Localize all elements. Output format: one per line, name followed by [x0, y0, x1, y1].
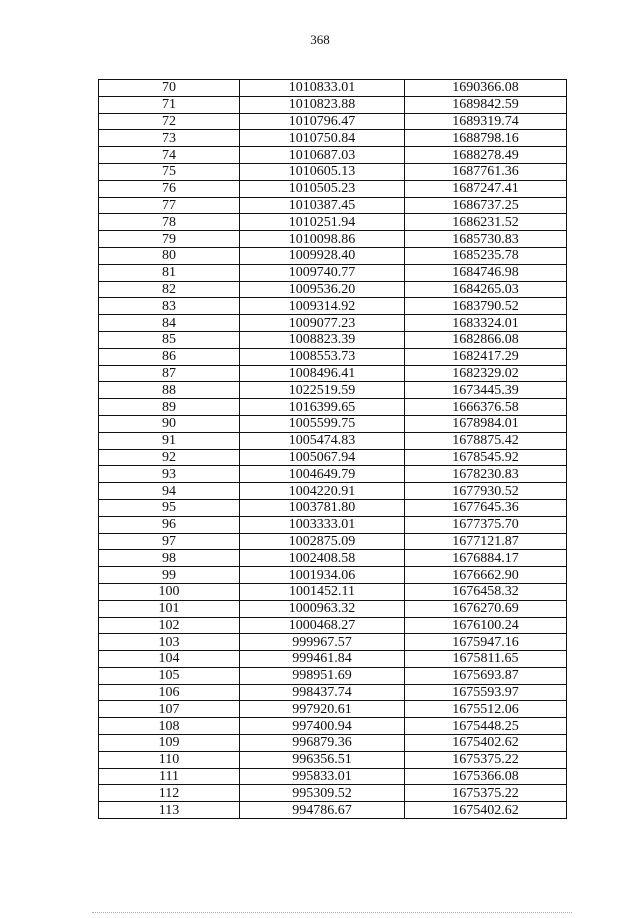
point-number-cell: 92	[99, 449, 240, 466]
y-coordinate-cell: 1675448.25	[405, 718, 567, 735]
y-coordinate-cell: 1676662.90	[405, 567, 567, 584]
x-coordinate-cell: 1010833.01	[240, 80, 405, 97]
table-row	[99, 449, 567, 466]
x-coordinate-cell: 1005599.75	[240, 415, 405, 432]
x-coordinate-cell: 999461.84	[240, 651, 405, 668]
point-number-cell: 102	[99, 617, 240, 634]
x-coordinate-cell: 1004220.91	[240, 483, 405, 500]
table-row	[99, 516, 567, 533]
table-row	[99, 399, 567, 416]
table-row	[99, 466, 567, 483]
table-row	[99, 214, 567, 231]
table-row	[99, 718, 567, 735]
table-row	[99, 651, 567, 668]
y-coordinate-cell: 1677121.87	[405, 533, 567, 550]
table-row	[99, 247, 567, 264]
point-number-cell: 76	[99, 180, 240, 197]
x-coordinate-cell: 1009077.23	[240, 315, 405, 332]
x-coordinate-cell: 1016399.65	[240, 399, 405, 416]
point-number-cell: 87	[99, 365, 240, 382]
x-coordinate-cell: 1010823.88	[240, 96, 405, 113]
point-number-cell: 71	[99, 96, 240, 113]
page-bottom-rule	[92, 912, 572, 913]
x-coordinate-cell: 998437.74	[240, 684, 405, 701]
point-number-cell: 106	[99, 684, 240, 701]
x-coordinate-cell: 999967.57	[240, 634, 405, 651]
table-row	[99, 113, 567, 130]
x-coordinate-cell: 1010605.13	[240, 163, 405, 180]
x-coordinate-cell: 1004649.79	[240, 466, 405, 483]
x-coordinate-cell: 1010387.45	[240, 197, 405, 214]
point-number-cell: 75	[99, 163, 240, 180]
x-coordinate-cell: 1009536.20	[240, 281, 405, 298]
y-coordinate-cell: 1673445.39	[405, 382, 567, 399]
table-row	[99, 298, 567, 315]
table-row	[99, 483, 567, 500]
x-coordinate-cell: 1010505.23	[240, 180, 405, 197]
y-coordinate-cell: 1676884.17	[405, 550, 567, 567]
point-number-cell: 88	[99, 382, 240, 399]
x-coordinate-cell: 1005067.94	[240, 449, 405, 466]
point-number-cell: 90	[99, 415, 240, 432]
point-number-cell: 93	[99, 466, 240, 483]
point-number-cell: 103	[99, 634, 240, 651]
x-coordinate-cell: 1010251.94	[240, 214, 405, 231]
table-row	[99, 667, 567, 684]
x-coordinate-cell: 997920.61	[240, 701, 405, 718]
table-row	[99, 533, 567, 550]
y-coordinate-cell: 1675693.87	[405, 667, 567, 684]
x-coordinate-cell: 1010687.03	[240, 147, 405, 164]
point-number-cell: 109	[99, 735, 240, 752]
point-number-cell: 110	[99, 751, 240, 768]
x-coordinate-cell: 1008553.73	[240, 348, 405, 365]
y-coordinate-cell: 1688798.16	[405, 130, 567, 147]
table-row	[99, 365, 567, 382]
y-coordinate-cell: 1678875.42	[405, 432, 567, 449]
y-coordinate-cell: 1675366.08	[405, 768, 567, 785]
table-row	[99, 600, 567, 617]
table-row	[99, 735, 567, 752]
point-number-cell: 83	[99, 298, 240, 315]
table-row	[99, 684, 567, 701]
x-coordinate-cell: 1008823.39	[240, 331, 405, 348]
y-coordinate-cell: 1682417.29	[405, 348, 567, 365]
point-number-cell: 97	[99, 533, 240, 550]
y-coordinate-cell: 1676100.24	[405, 617, 567, 634]
y-coordinate-cell: 1688278.49	[405, 147, 567, 164]
y-coordinate-cell: 1687761.36	[405, 163, 567, 180]
table-row	[99, 315, 567, 332]
x-coordinate-cell: 998951.69	[240, 667, 405, 684]
point-number-cell: 79	[99, 231, 240, 248]
point-number-cell: 78	[99, 214, 240, 231]
point-number-cell: 111	[99, 768, 240, 785]
y-coordinate-cell: 1676458.32	[405, 583, 567, 600]
y-coordinate-cell: 1683790.52	[405, 298, 567, 315]
y-coordinate-cell: 1678545.92	[405, 449, 567, 466]
y-coordinate-cell: 1678230.83	[405, 466, 567, 483]
table-row	[99, 802, 567, 819]
point-number-cell: 91	[99, 432, 240, 449]
table-row	[99, 415, 567, 432]
point-number-cell: 95	[99, 499, 240, 516]
x-coordinate-cell: 1022519.59	[240, 382, 405, 399]
table-row	[99, 180, 567, 197]
table-row	[99, 147, 567, 164]
x-coordinate-cell: 1001934.06	[240, 567, 405, 584]
point-number-cell: 85	[99, 331, 240, 348]
table-row	[99, 281, 567, 298]
x-coordinate-cell: 1003333.01	[240, 516, 405, 533]
y-coordinate-cell: 1675375.22	[405, 751, 567, 768]
coordinate-table-body	[99, 80, 567, 819]
x-coordinate-cell: 1002408.58	[240, 550, 405, 567]
y-coordinate-cell: 1675375.22	[405, 785, 567, 802]
point-number-cell: 94	[99, 483, 240, 500]
x-coordinate-cell: 1010098.86	[240, 231, 405, 248]
table-row	[99, 583, 567, 600]
table-row	[99, 96, 567, 113]
y-coordinate-cell: 1685235.78	[405, 247, 567, 264]
point-number-cell: 105	[99, 667, 240, 684]
y-coordinate-cell: 1689842.59	[405, 96, 567, 113]
table-row	[99, 231, 567, 248]
x-coordinate-cell: 1002875.09	[240, 533, 405, 550]
x-coordinate-cell: 1009928.40	[240, 247, 405, 264]
table-row	[99, 499, 567, 516]
x-coordinate-cell: 1009314.92	[240, 298, 405, 315]
point-number-cell: 86	[99, 348, 240, 365]
y-coordinate-cell: 1678984.01	[405, 415, 567, 432]
y-coordinate-cell: 1689319.74	[405, 113, 567, 130]
table-row	[99, 617, 567, 634]
table-row	[99, 550, 567, 567]
y-coordinate-cell: 1677645.36	[405, 499, 567, 516]
y-coordinate-cell: 1675593.97	[405, 684, 567, 701]
table-row	[99, 634, 567, 651]
point-number-cell: 112	[99, 785, 240, 802]
point-number-cell: 73	[99, 130, 240, 147]
table-row	[99, 163, 567, 180]
table-row	[99, 348, 567, 365]
y-coordinate-cell: 1683324.01	[405, 315, 567, 332]
y-coordinate-cell: 1682329.02	[405, 365, 567, 382]
x-coordinate-cell: 1008496.41	[240, 365, 405, 382]
point-number-cell: 89	[99, 399, 240, 416]
point-number-cell: 107	[99, 701, 240, 718]
x-coordinate-cell: 995833.01	[240, 768, 405, 785]
point-number-cell: 99	[99, 567, 240, 584]
point-number-cell: 74	[99, 147, 240, 164]
table-row	[99, 567, 567, 584]
y-coordinate-cell: 1682866.08	[405, 331, 567, 348]
y-coordinate-cell: 1684265.03	[405, 281, 567, 298]
point-number-cell: 96	[99, 516, 240, 533]
table-row	[99, 382, 567, 399]
y-coordinate-cell: 1675512.06	[405, 701, 567, 718]
x-coordinate-cell: 1005474.83	[240, 432, 405, 449]
x-coordinate-cell: 1000468.27	[240, 617, 405, 634]
x-coordinate-cell: 1010796.47	[240, 113, 405, 130]
table-row	[99, 197, 567, 214]
point-number-cell: 104	[99, 651, 240, 668]
y-coordinate-cell: 1686231.52	[405, 214, 567, 231]
y-coordinate-cell: 1666376.58	[405, 399, 567, 416]
point-number-cell: 77	[99, 197, 240, 214]
point-number-cell: 98	[99, 550, 240, 567]
point-number-cell: 72	[99, 113, 240, 130]
table-row	[99, 264, 567, 281]
y-coordinate-cell: 1677930.52	[405, 483, 567, 500]
y-coordinate-cell: 1690366.08	[405, 80, 567, 97]
table-row	[99, 130, 567, 147]
point-number-cell: 82	[99, 281, 240, 298]
x-coordinate-cell: 994786.67	[240, 802, 405, 819]
table-row	[99, 701, 567, 718]
y-coordinate-cell: 1685730.83	[405, 231, 567, 248]
x-coordinate-cell: 997400.94	[240, 718, 405, 735]
x-coordinate-cell: 1001452.11	[240, 583, 405, 600]
point-number-cell: 81	[99, 264, 240, 281]
y-coordinate-cell: 1684746.98	[405, 264, 567, 281]
page-number: 368	[310, 32, 330, 47]
point-number-cell: 84	[99, 315, 240, 332]
coordinate-table	[98, 79, 567, 819]
table-row	[99, 785, 567, 802]
point-number-cell: 108	[99, 718, 240, 735]
x-coordinate-cell: 1003781.80	[240, 499, 405, 516]
point-number-cell: 101	[99, 600, 240, 617]
table-row	[99, 331, 567, 348]
table-row	[99, 768, 567, 785]
point-number-cell: 113	[99, 802, 240, 819]
x-coordinate-cell: 1009740.77	[240, 264, 405, 281]
table-row	[99, 751, 567, 768]
y-coordinate-cell: 1675402.62	[405, 802, 567, 819]
x-coordinate-cell: 995309.52	[240, 785, 405, 802]
y-coordinate-cell: 1687247.41	[405, 180, 567, 197]
y-coordinate-cell: 1676270.69	[405, 600, 567, 617]
point-number-cell: 100	[99, 583, 240, 600]
x-coordinate-cell: 996356.51	[240, 751, 405, 768]
y-coordinate-cell: 1675402.62	[405, 735, 567, 752]
x-coordinate-cell: 1010750.84	[240, 130, 405, 147]
table-row	[99, 80, 567, 97]
x-coordinate-cell: 1000963.32	[240, 600, 405, 617]
point-number-cell: 80	[99, 247, 240, 264]
x-coordinate-cell: 996879.36	[240, 735, 405, 752]
table-row	[99, 432, 567, 449]
y-coordinate-cell: 1677375.70	[405, 516, 567, 533]
point-number-cell: 70	[99, 80, 240, 97]
y-coordinate-cell: 1675811.65	[405, 651, 567, 668]
y-coordinate-cell: 1675947.16	[405, 634, 567, 651]
y-coordinate-cell: 1686737.25	[405, 197, 567, 214]
